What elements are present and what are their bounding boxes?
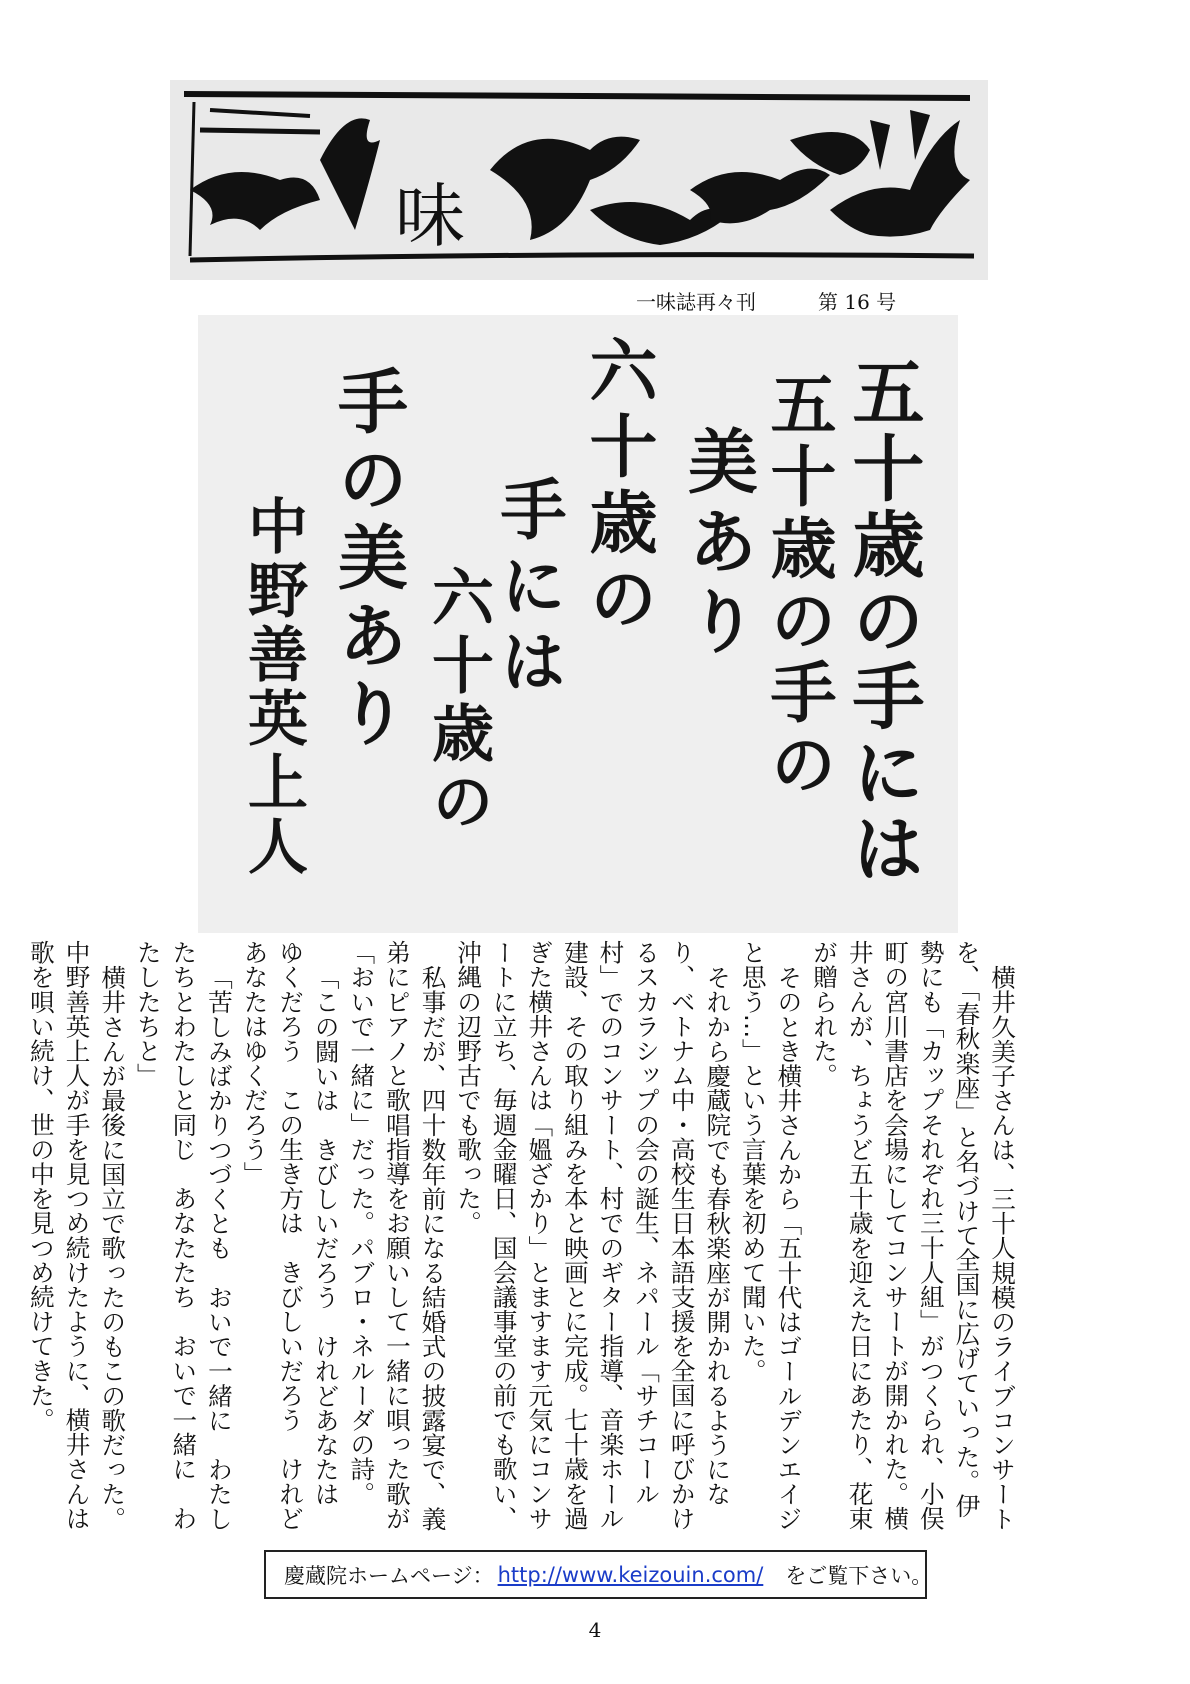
- calligraphy-column-5: 手には: [489, 475, 567, 703]
- article-paragraph-3: それから慶蔵院でも春秋楽座が開かれるようになり、ベトナム中・高校生日本語支援を全国に呼びかけるスカラシップの会の誕生、ネパール「サチコール村」でのコンサート、村でのギター指導、音楽ホール建設、その取り組みを本と映画とに完成。七十歳を過ぎた横井さんは「媼ざかり」とますます元気にコンサートに立ち、毎週金曜日、国会議事堂の前でも歌い、沖縄の辺野古でも歌った。: [454, 940, 733, 1531]
- article-paragraph-1: 横井久美子さんは、三十人規模のライブコンサートを、「春秋楽座」と名づけて全国に広げていった。伊勢にも「カップそれぞれ三十人組」がつくられ、小俣町の宮川書店を会場にしてコンサートが開かれた。横井さんが、ちょうど五十歳を迎えた日にあたり、花束が贈られた。: [810, 940, 1017, 1531]
- issue-header: [636, 286, 896, 315]
- homepage-notice-box: [264, 1550, 933, 1599]
- calligraphy-column-4: 六十歳の: [578, 335, 658, 639]
- calligraphy-column-1: 五十歳の手には: [840, 355, 926, 887]
- calligraphy-column-7: 手の美あり: [326, 365, 410, 755]
- article-paragraph-4: 私事だが、四十数年前になる結婚式の披露宴で、義弟にピアノと歌唱指導をお願いして一緒に唄った歌が「おいで一緒に」だった。パブロ・ネルーダの詩。: [347, 940, 448, 1531]
- article-paragraph-5: 「この闘いは きびしいだろう けれどあなたは ゆくだろう この生き方は きびしいだろう けれどあなたはゆくだろう」: [240, 940, 341, 1531]
- article-body: [26, 940, 1020, 1540]
- masthead-woodcut-image: [170, 80, 988, 280]
- calligraphy-image: [198, 315, 958, 933]
- article-paragraph-7: 横井さんが最後に国立で歌ったのもこの歌だった。中野善英上人が手を見つめ続けたように、横井さんは歌を唄い続け、世の中を見つめ続けてきた。: [26, 940, 128, 1531]
- calligraphy-column-8: 中野善英上人: [238, 495, 308, 879]
- calligraphy-column-3: 美あり: [676, 425, 760, 665]
- homepage-notice-suffix: をご覧下さい。: [785, 1563, 933, 1588]
- issue-number: 第 16 号: [818, 290, 897, 314]
- homepage-link[interactable]: http://www.keizouin.com/: [497, 1562, 764, 1587]
- article-paragraph-6: 「苦しみばかりつづくとも おいで一緒に わたしたちとわたしと同じ あなたたち おいで一緒に わたしたちと」: [133, 940, 234, 1531]
- calligraphy-poem: [198, 315, 958, 933]
- calligraphy-column-6: 六十歳の: [421, 565, 495, 837]
- page-number: 4: [588, 1618, 602, 1642]
- homepage-notice-prefix: 慶蔵院ホームページ：: [284, 1563, 494, 1588]
- issue-title: 一味誌再々刊: [636, 290, 756, 314]
- article-paragraph-2: そのとき横井さんから「五十代はゴールデンエイジと思う…」という言葉を初めて聞いた。: [738, 940, 804, 1531]
- masthead-illustration: [170, 80, 988, 280]
- calligraphy-column-2: 五十歳の手の: [759, 370, 837, 802]
- masthead-glyph: 味: [395, 175, 465, 257]
